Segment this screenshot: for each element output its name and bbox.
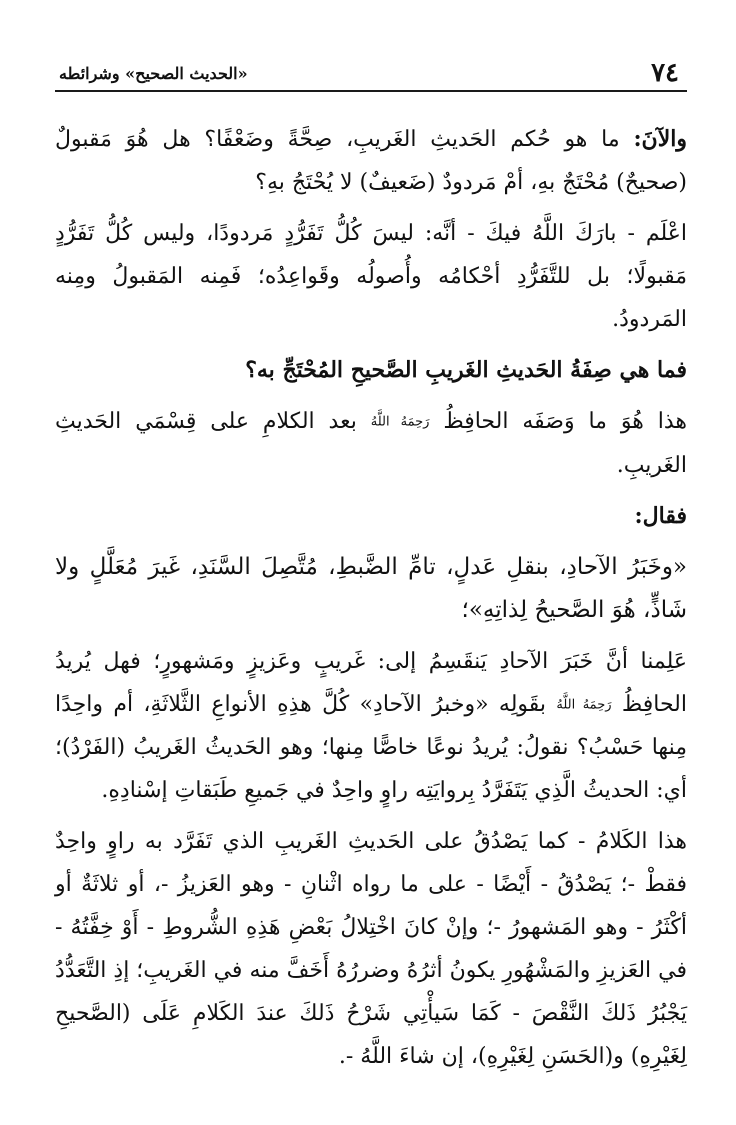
honorific-mark: رَحِمَهُ اللَّهُ [370,414,430,430]
paragraph-lead: والآنَ: [633,126,687,152]
paragraph-discussion: هذا الكَلامُ - كما يَصْدُقُ على الحَديثِ الغَريبِ الذي تَفَرَّد به راوٍ واحِدٌ فقطْ -؛ يَصْدُقُ - أَيْضًا - على ما رواه اثْنانِ - وهو العَزيزُ -، أو ثلاثَةٌ أو أكْثَرُ - وهو المَشهورُ -؛ وإنْ كانَ اخْتِلالُ بَعْضِ هَذِهِ الشُّروطِ - أَوْ خِفَّتُهُ - في العَزيزِ والمَشْهُورِ يكونُ أثرُهُ وضررُهُ أَخَفَّ منه في الغَريبِ؛ إذِ التَّعَدُّدُ يَجْبُرُ ذَلكَ النَّقْصَ - كَمَا سَيأْتِي شَرْحُ ذَلكَ عندَ الكَلامِ عَلَى (الصَّحيحِ لِغَيْرِهِ) و(الحَسَنِ لِغَيْرِهِ)، إن شاءَ اللَّهُ -. [55,829,687,1069]
page-number: ٧٤ [651,58,679,88]
running-title: «الحديث الصحيح» وشرائطه [59,64,248,83]
quoted-definition: «وخَبَرُ الآحادِ، بنقلِ عَدلٍ، تامِّ الضَّبطِ، مُتَّصِلَ السَّنَدِ، غَيرَ مُعَلَّلٍ ولا شَاذٍّ، هُوَ الصَّحيحُ لِذاتِهِ»؛ [55,553,687,623]
paragraph-explanation [55,640,687,813]
section-heading: فما هي صِفَةُ الحَديثِ الغَريبِ الصَّحيحِ المُحْتَجِّ به؟ [245,357,687,383]
paragraph-text: عَلِمنا أنَّ خَبَرَ الآحادِ يَنقَسِمُ إلى: غَريبٍ وعَزيزٍ ومَشهورٍ؛ فهل يُريدُ الحافِظُ [55,648,687,717]
paragraph-intro [55,400,687,487]
paragraph-text: ما هو حُكم الحَديثِ الغَريبِ، صِحَّةً وضَعْفًا؟ هل هُوَ مَقبولٌ (صحيحٌ) مُحْتَجٌ بهِ، أمْ مَردودٌ (ضَعيفٌ) لا يُحْتَجُ بهِ؟ [55,127,687,195]
paragraph-text: بعد الكلامِ على قِسْمَي الحَديثِ الغَريبِ. [55,409,687,478]
page-header [55,50,687,92]
page-body [55,92,687,1078]
sub-heading: فقال: [634,502,687,529]
book-page [55,50,687,1110]
paragraph-text: هذا هُوَ ما وَصَفَه الحافِظُ [443,409,687,434]
paragraph-text: بقَولِه «وخبرُ الآحادِ» كُلَّ هذِهِ الأنواعِ الثَّلاثَةِ، أم واحِدًا مِنها حَسْبُ؟ نقولُ: يُريدُ نوعًا خاصًّا مِنها؛ وهو الحَديثُ الغَريبُ (الفَرْدُ)؛ أي: الحديثُ الَّذِي يَتَفَرَّدُ بِروايَتِه راوٍ واحِدٌ في جَميعِ طَبَقاتِ إسْنادِهِ. [55,691,687,803]
paragraph-answer: اعْلَم - بارَكَ اللَّهُ فيكَ - أنَّه: ليسَ كُلُّ تَفَرُّدٍ مَردودًا، وليس كُلُّ تَفَرُّدٍ مَقبولًا؛ بل للتَّفَرُّدِ أحْكامُه وأُصولُه وقَواعِدُه؛ فَمِنه المَقبولُ ومِنه المَردودُ. [55,221,687,332]
honorific-mark: رَحِمَهُ اللَّهُ [556,697,612,712]
paragraph-question [55,118,687,204]
